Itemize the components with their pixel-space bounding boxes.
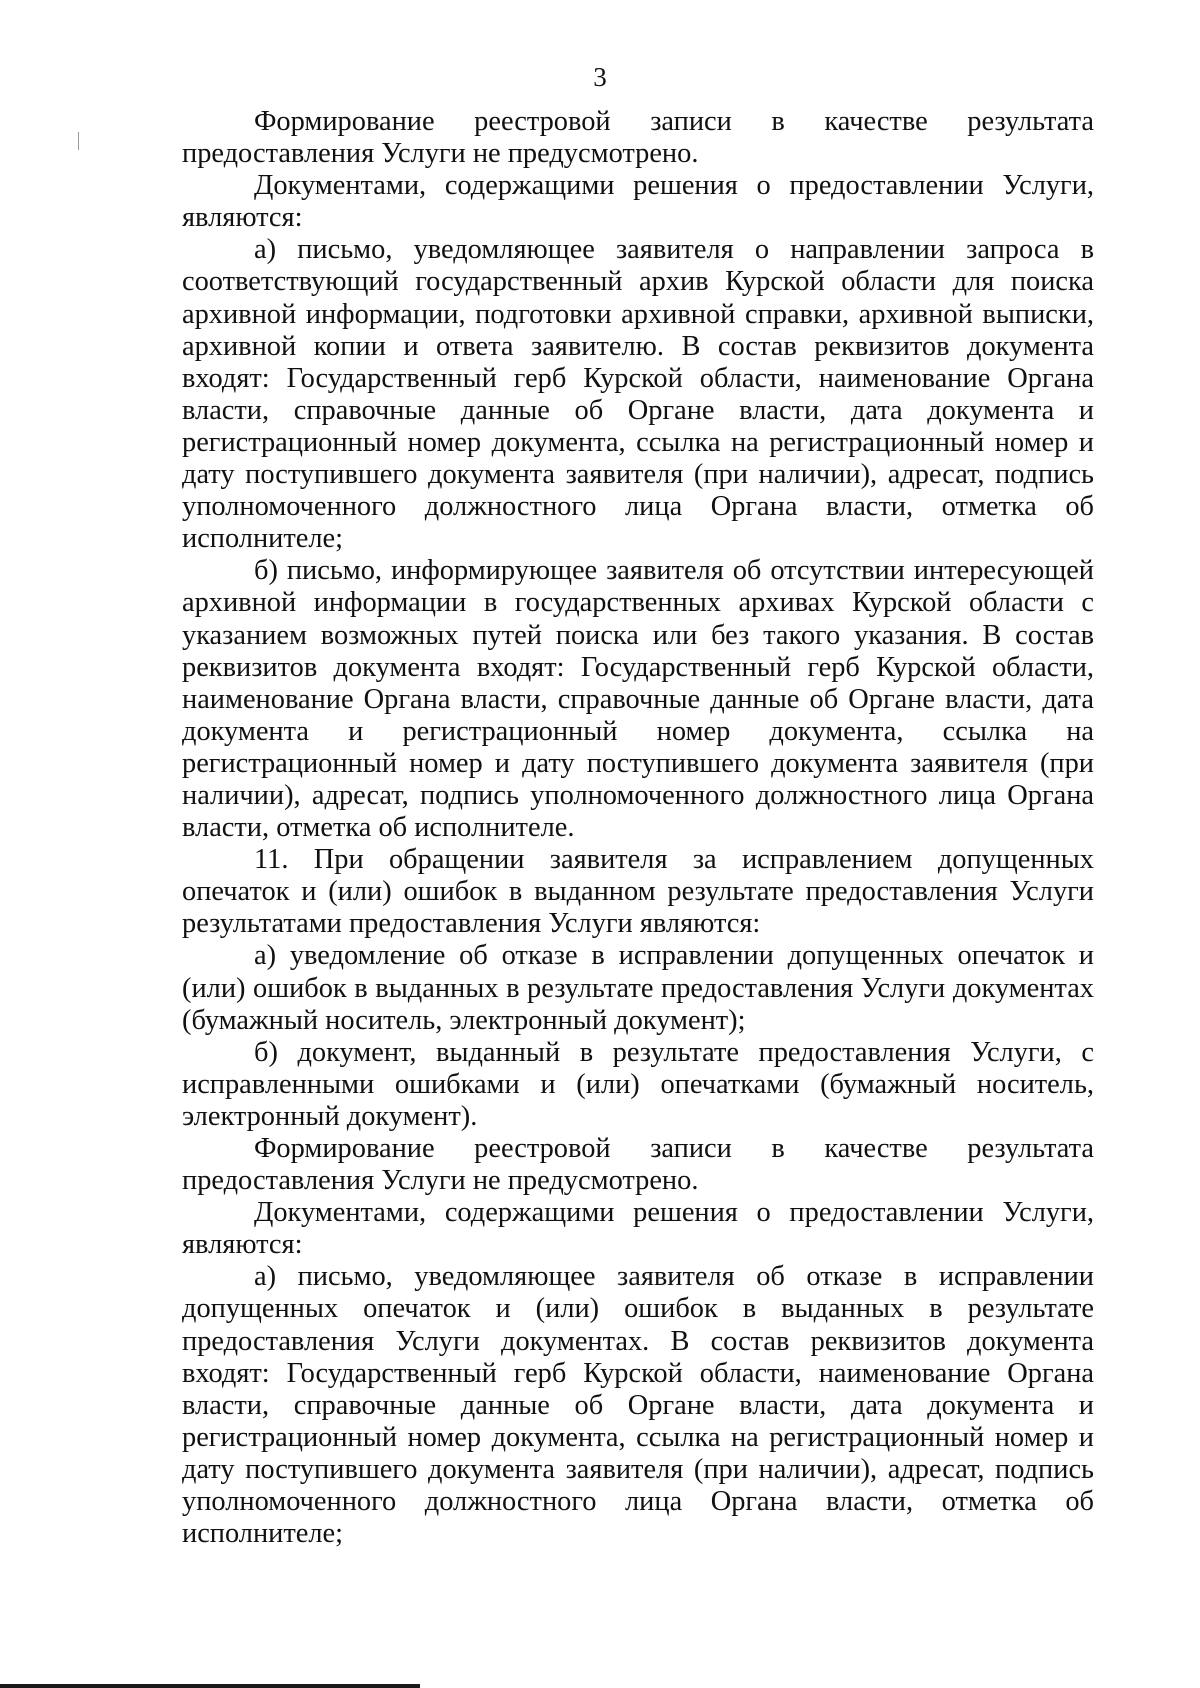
scan-bottom-edge: [0, 1684, 420, 1688]
paragraph-item-b-corrected-document: б) документ, выданный в результате предоставления Услуги, с исправленными ошибками и (или) опечатками (бумажный носитель, электронный документ).: [182, 1036, 1094, 1132]
paragraph-item-b-no-information-letter: б) письмо, информирующее заявителя об отсутствии интересующей архивной информации в государственных архивах Курской области с указанием возможных путей поиска или без такого указания. В состав реквизитов документа входят: Государственный герб Курской области, наименование Органа власти, справочные данные об Органе власти, дата документа и регистрационный номер документа, ссылка на регистрационный номер и дату поступившего документа заявителя (при наличии), адресат, подпись уполномоченного должностного лица Органа власти, отметка об исполнителе.: [182, 555, 1094, 844]
paragraph-item-a-refusal-notice: а) уведомление об отказе в исправлении допущенных опечаток и (или) ошибок в выданных в результате предоставления Услуги документах (бумажный носитель, электронный документ);: [182, 940, 1094, 1036]
page-number: 3: [593, 62, 607, 92]
paragraph-registry-record-note-2: Формирование реестровой записи в качестве результата предоставления Услуги не предусмотрено.: [182, 1133, 1094, 1197]
paragraph-registry-record-note-1: Формирование реестровой записи в качестве результата предоставления Услуги не предусмотрено.: [182, 106, 1094, 170]
paragraph-item-a-refusal-letter: а) письмо, уведомляющее заявителя об отказе в исправлении допущенных опечаток и (или) ошибок в выданных в результате предоставления Услуги документах. В состав реквизитов документа входят: Государственный герб Курской области, наименование Органа власти, справочные данные об Органе власти, дата документа и регистрационный номер документа, ссылка на регистрационный номер и дату поступившего документа заявителя (при наличии), адресат, подпись уполномоченного должностного лица Органа власти, отметка об исполнителе;: [182, 1261, 1094, 1550]
paragraph-clause-11: 11. При обращении заявителя за исправлением допущенных опечаток и (или) ошибок в выданном результате предоставления Услуги результатами предоставления Услуги являются:: [182, 844, 1094, 940]
scan-margin-mark: [78, 132, 79, 150]
paragraph-decision-documents-intro-2: Документами, содержащими решения о предоставлении Услуги, являются:: [182, 1197, 1094, 1261]
paragraph-item-a-archive-request-letter: а) письмо, уведомляющее заявителя о направлении запроса в соответствующий государственный архив Курской области для поиска архивной информации, подготовки архивной справки, архивной выписки, архивной копии и ответа заявителю. В состав реквизитов документа входят: Государственный герб Курской области, наименование Органа власти, справочные данные об Органе власти, дата документа и регистрационный номер документа, ссылка на регистрационный номер и дату поступившего документа заявителя (при наличии), адресат, подпись уполномоченного должностного лица Органа власти, отметка об исполнителе;: [182, 234, 1094, 555]
document-body: [182, 106, 1094, 1550]
paragraph-decision-documents-intro-1: Документами, содержащими решения о предоставлении Услуги, являются:: [182, 170, 1094, 234]
